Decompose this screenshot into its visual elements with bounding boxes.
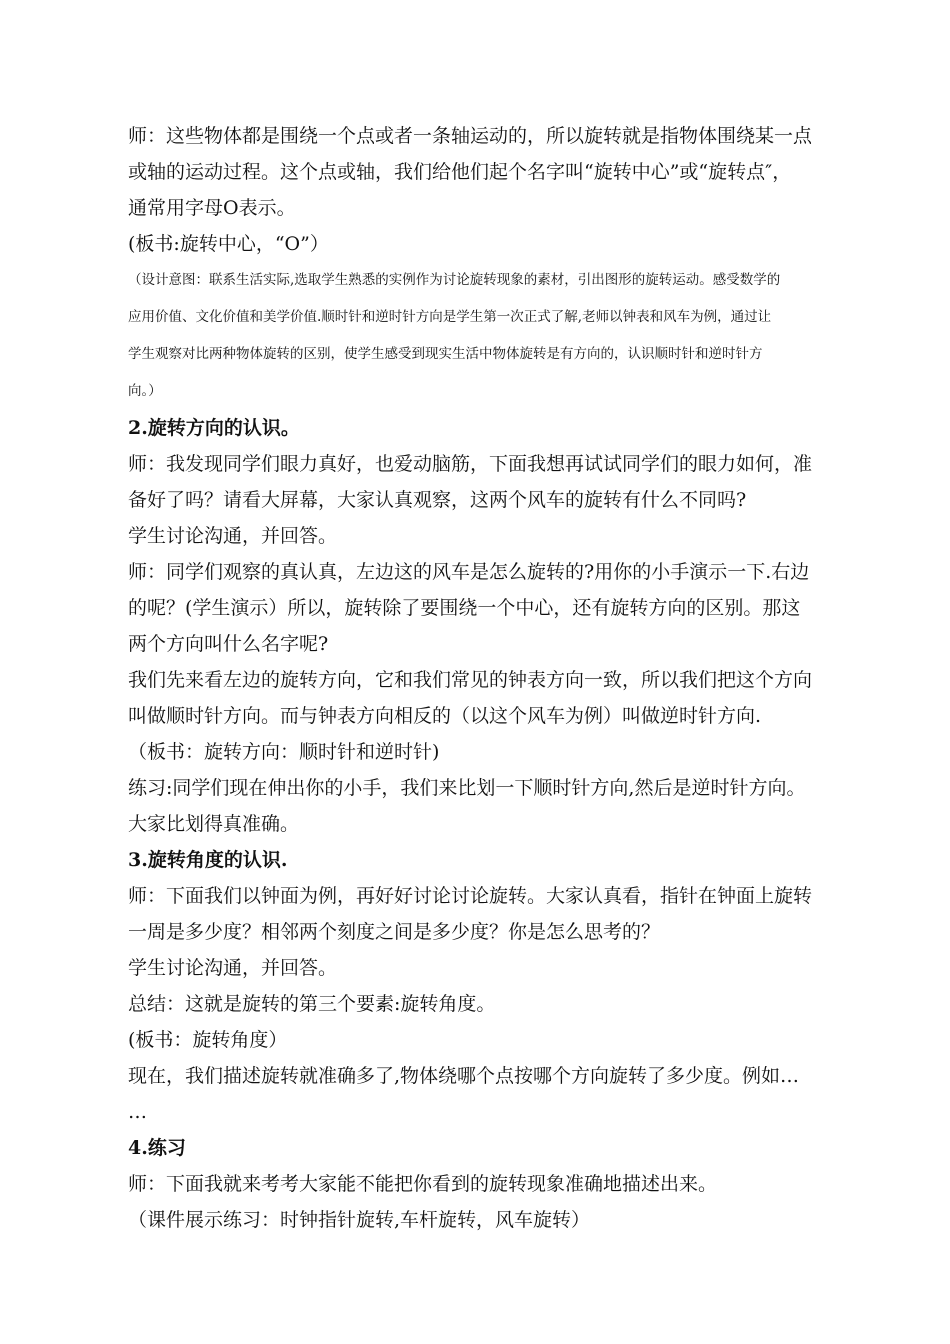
section-heading: 4.练习	[128, 1137, 186, 1159]
text-line: 叫做顺时针方向。而与钟表方向相反的（以这个风车为例）叫做逆时针方向.	[128, 705, 762, 727]
text-line: 学生讨论沟通，并回答。	[128, 525, 338, 547]
text-line: 的呢？(学生演示）所以，旋转除了要围绕一个中心，还有旋转方向的区别。那这	[128, 597, 801, 619]
text-line: 两个方向叫什么名字呢?	[128, 633, 329, 655]
text-line: 现在，我们描述旋转就准确多了,物体绕哪个点按哪个方向旋转了多少度。例如…	[128, 1065, 800, 1087]
text-line: 师：这些物体都是围绕一个点或者一条轴运动的，所以旋转就是指物体围绕某一点	[128, 125, 813, 147]
text-line: 学生讨论沟通，并回答。	[128, 957, 338, 979]
text-line: 备好了吗？请看大屏幕，大家认真观察，这两个风车的旋转有什么不同吗?	[128, 489, 747, 511]
text-line: 通常用字母O表示。	[128, 197, 296, 219]
section-heading: 3.旋转角度的认识.	[128, 849, 288, 871]
text-line: …	[128, 1101, 147, 1123]
text-line: 练习:同学们现在伸出你的小手，我们来比划一下顺时针方向,然后是逆时针方向。	[128, 777, 806, 799]
design-note-line: 应用价值、文化价值和美学价值.顺时针和逆时针方向是学生第一次正式了解,老师以钟表和风车为例，通过让	[128, 309, 772, 325]
text-line: 总结：这就是旋转的第三个要素:旋转角度。	[128, 993, 496, 1015]
text-line: 师：我发现同学们眼力真好，也爱动脑筋，下面我想再试试同学们的眼力如何，准	[128, 453, 813, 475]
text-line: 我们先来看左边的旋转方向，它和我们常见的钟表方向一致，所以我们把这个方向	[128, 669, 813, 691]
section-heading: 2.旋转方向的认识。	[128, 417, 300, 439]
design-note-line: 向。）	[128, 383, 162, 399]
document-body	[128, 118, 828, 1238]
text-line: 师：同学们观察的真认真，左边这的风车是怎么旋转的?用你的小手演示一下.右边	[128, 561, 810, 583]
board-note: （板书：旋转方向：顺时针和逆时针)	[128, 741, 440, 763]
design-note-line: 学生观察对比两种物体旋转的区别，使学生感受到现实生活中物体旋转是有方向的，认识顺时针和逆时针方	[128, 346, 763, 362]
design-note-line: （设计意图：联系生活实际,选取学生熟悉的实例作为讨论旋转现象的素材，引出图形的旋转运动。感受数学的	[128, 272, 781, 288]
text-line: 一周是多少度？相邻两个刻度之间是多少度？你是怎么思考的？	[128, 921, 661, 943]
text-line: 师：下面我们以钟面为例，再好好讨论讨论旋转。大家认真看，指针在钟面上旋转	[128, 885, 813, 907]
text-line: （课件展示练习：时钟指针旋转,车杆旋转，风车旋转）	[128, 1209, 591, 1231]
text-line: 师：下面我就来考考大家能不能把你看到的旋转现象准确地描述出来。	[128, 1173, 718, 1195]
text-line: 或轴的运动过程。这个点或轴，我们给他们起个名字叫“旋转中心”或“旋转点″，	[128, 161, 792, 183]
text-line: 大家比划得真准确。	[128, 813, 300, 835]
board-note: (板书：旋转角度）	[128, 1029, 288, 1051]
board-note: (板书:旋转中心，“O”）	[128, 233, 329, 255]
